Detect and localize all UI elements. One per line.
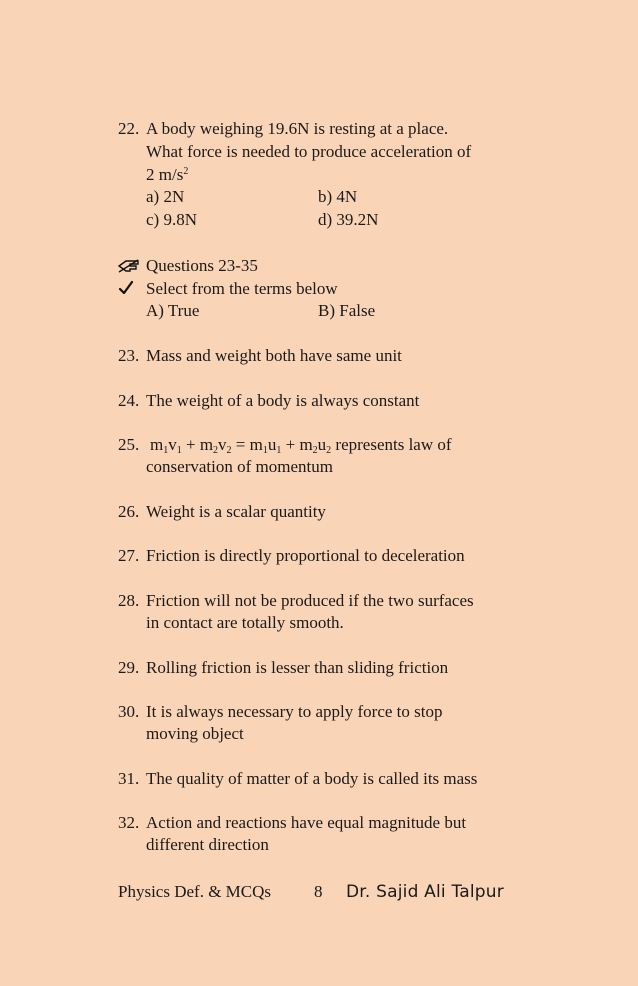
question-text: Rolling friction is lesser than sliding friction (146, 658, 449, 677)
section-instruction: Select from the terms below (146, 279, 338, 298)
question-number: 24. (118, 391, 140, 410)
question-text: conservation of momentum (146, 457, 333, 476)
question-text: Mass and weight both have same unit (146, 346, 402, 365)
section-heading: Questions 23-35 (146, 256, 258, 275)
question-text: A body weighing 19.6N is resting at a place. (146, 119, 449, 138)
question-number: 25. (118, 435, 140, 454)
question-text: Friction is directly proportional to deceleration (146, 546, 465, 565)
question-number: 29. (118, 658, 140, 677)
question-text: It is always necessary to apply force to stop (146, 702, 443, 721)
question-number: 32. (118, 813, 140, 832)
question-number: 23. (118, 346, 140, 365)
choice-false: B) False (318, 301, 376, 320)
question-text: 2 $m/s^2$ (146, 165, 189, 184)
footer-book-title: Physics Def. & MCQs (118, 882, 272, 901)
checkmark-icon (118, 278, 134, 300)
question-text: The quality of matter of a body is called its mass (146, 769, 478, 788)
pointing-hand-icon (118, 255, 140, 277)
question-text: in contact are totally smooth. (146, 613, 344, 632)
option-d: d) 39.2N (318, 210, 379, 229)
question-number: 31. (118, 769, 140, 788)
question-text: Friction will not be produced if the two surfaces (146, 591, 474, 610)
footer-author: Dr. Sajid Ali Talpur (346, 882, 504, 902)
option-a: a) 2N (146, 187, 185, 206)
choice-true: A) True (146, 301, 200, 320)
question-text: moving object (146, 724, 244, 743)
question-number: 30. (118, 702, 140, 721)
question-number: 26. (118, 502, 140, 521)
question-text: The weight of a body is always constant (146, 391, 420, 410)
option-c: c) 9.8N (146, 210, 197, 229)
question-text: Weight is a scalar quantity (146, 502, 326, 521)
question-number: 28. (118, 591, 140, 610)
question-number: 27. (118, 546, 140, 565)
question-text: different direction (146, 835, 269, 854)
momentum-equation: $m_1v_1 + m_2v_2 = m_1u_1 + m_2u_2$ represents law of (150, 435, 452, 456)
option-b: b) 4N (318, 187, 358, 206)
question-text: Action and reactions have equal magnitude but (146, 813, 467, 832)
question-text: What force is needed to produce acceleration of (146, 142, 472, 161)
question-number: 22. (118, 119, 140, 138)
footer-page-number: 8 (314, 882, 323, 901)
